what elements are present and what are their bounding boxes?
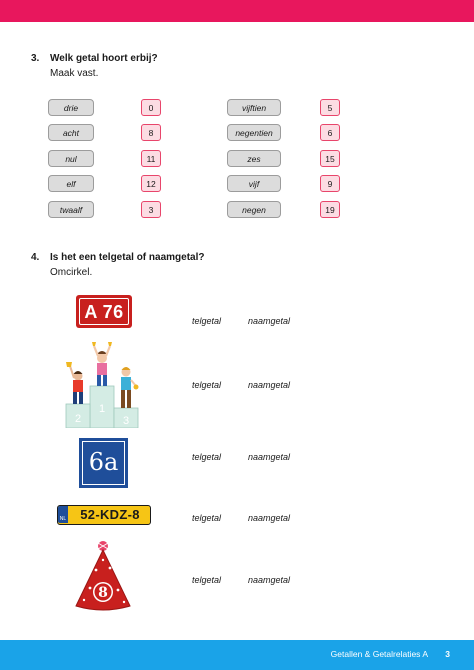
number-box[interactable]: 19 bbox=[320, 201, 340, 218]
number-box[interactable]: 5 bbox=[320, 99, 340, 116]
podium-number-second: 2 bbox=[74, 413, 82, 425]
option-telgetal[interactable]: telgetal bbox=[192, 513, 222, 523]
word-box[interactable]: acht bbox=[48, 124, 94, 141]
podium-number-third: 3 bbox=[122, 415, 130, 427]
question-4-number: 4. bbox=[31, 252, 40, 263]
party-hat-image bbox=[72, 540, 134, 614]
word-box[interactable]: vijftien bbox=[227, 99, 281, 116]
option-naamgetal[interactable]: naamgetal bbox=[248, 316, 291, 326]
road-sign-image bbox=[76, 295, 132, 328]
question-3-title: Welk getal hoort erbij? bbox=[50, 53, 158, 64]
top-color-bar bbox=[0, 0, 474, 22]
house-number-text: 6a bbox=[82, 441, 125, 485]
option-naamgetal[interactable]: naamgetal bbox=[248, 452, 291, 462]
option-telgetal[interactable]: telgetal bbox=[192, 316, 222, 326]
number-box[interactable]: 8 bbox=[141, 124, 161, 141]
word-box[interactable]: negen bbox=[227, 201, 281, 218]
license-plate-image bbox=[57, 505, 151, 525]
option-telgetal[interactable]: telgetal bbox=[192, 575, 222, 585]
number-box[interactable]: 12 bbox=[141, 175, 161, 192]
option-naamgetal[interactable]: naamgetal bbox=[248, 575, 291, 585]
footer-title: Getallen & Getalrelaties A bbox=[330, 649, 428, 659]
number-box[interactable]: 0 bbox=[141, 99, 161, 116]
number-box[interactable]: 9 bbox=[320, 175, 340, 192]
option-telgetal[interactable]: telgetal bbox=[192, 452, 222, 462]
podium-number-first: 1 bbox=[98, 403, 106, 415]
word-box[interactable]: twaalf bbox=[48, 201, 94, 218]
word-box[interactable]: drie bbox=[48, 99, 94, 116]
question-4-title: Is het een telgetal of naamgetal? bbox=[50, 252, 205, 263]
word-box[interactable]: elf bbox=[48, 175, 94, 192]
page-number: 3 bbox=[445, 649, 450, 659]
podium-image bbox=[52, 342, 152, 428]
license-plate-text: 52-KDZ-8 bbox=[80, 507, 140, 522]
option-telgetal[interactable]: telgetal bbox=[192, 380, 222, 390]
house-number-sign-image bbox=[79, 438, 128, 488]
number-box[interactable]: 15 bbox=[320, 150, 340, 167]
word-box[interactable]: zes bbox=[227, 150, 281, 167]
question-3-instruction: Maak vast. bbox=[50, 68, 99, 79]
word-box[interactable]: vijf bbox=[227, 175, 281, 192]
hat-number-text: 8 bbox=[98, 585, 108, 601]
option-naamgetal[interactable]: naamgetal bbox=[248, 380, 291, 390]
word-box[interactable]: negentien bbox=[227, 124, 281, 141]
road-sign-text: A 76 bbox=[79, 298, 129, 325]
question-3-number: 3. bbox=[31, 53, 40, 64]
medal-icon bbox=[134, 385, 139, 390]
word-box[interactable]: nul bbox=[48, 150, 94, 167]
country-code: NL bbox=[58, 506, 68, 523]
question-4-instruction: Omcirkel. bbox=[50, 267, 93, 278]
number-box[interactable]: 6 bbox=[320, 124, 340, 141]
number-box[interactable]: 3 bbox=[141, 201, 161, 218]
option-naamgetal[interactable]: naamgetal bbox=[248, 513, 291, 523]
number-box[interactable]: 11 bbox=[141, 150, 161, 167]
